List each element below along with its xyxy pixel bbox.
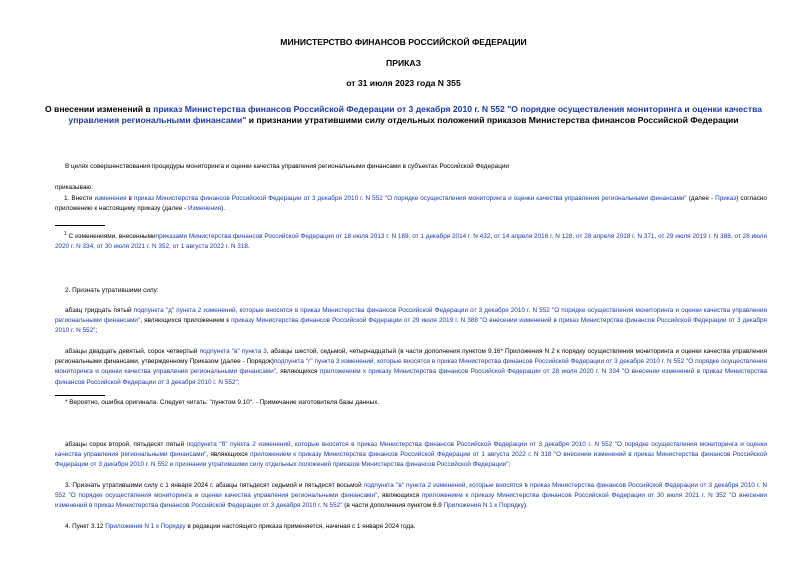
order-short-link[interactable]: Приказ xyxy=(715,195,737,202)
item-4-paragraph: 4. Пункт 3.12 Приложения N 1 к Порядку в редакции настоящего приказа применяется, начиная с 1 января 2024 года. xyxy=(65,523,416,530)
appendix-1-link[interactable]: Приложения N 1 к Порядку xyxy=(443,502,524,510)
item-1-paragraph: 1. Внести изменения в приказ Министерства финансов Российской Федерации от 3 декабря 2010 г. N 552 "О порядке осуществления мониторинга и оценки качества управления региональными финансами" (далее - Приказ) согласно приложению к настоящему приказу (далее - Изменения). xyxy=(55,195,767,213)
item-2-heading: 2. Признать утратившими силу: xyxy=(65,287,159,294)
item-3-paragraph: 3. Признать утратившими силу с 1 января 2024 г. абзацы пятьдесят седьмой и пятьдесят восьмой подпункта "в" пункта 2 изменений, которые вносятся в приказ Министерства финансов Российской Федерации от 3 декабря 2010 г. N 552 "О порядке осуществления мониторинга и оценки качества управления региональными финансами", являющихся приложением к приказу Министерства финансов Российской Федерации от 30 июля 2021 г. N 352 "О внесении изменений в приказ Министерства финансов Российской Федерации от 3 декабря 2010 г. N 552" (в части дополнения пунктом 6.9 Приложения N 1 к Порядку). xyxy=(55,482,767,510)
order-318-link[interactable]: приложением к приказу Министерства финансов Российской Федерации от 1 августа 2022 г. N 318 "О внесении изменений в приказ Министерства финансов Российской Федерации от 3 декабря 2010 г. N 552 и признании утратившими силу отдельных положений приказов Министерства финансов Российской Федерации" xyxy=(55,451,767,469)
order-word: приказываю: xyxy=(55,184,93,191)
amending-orders-link[interactable]: приказами Министерства финансов Российской Федерации от 18 июля 2013 г. N 189, от 1 декабря 2014 г. N 432, от 14 апреля 2016 г. N 128, от 28 апреля 2018 г. N 371, от 29 июля 2019 г. N 388, от 28 июля 2020 г. N 334, от 30 июля 2021 г. N 352, от 1 августа 2022 г. N 318 xyxy=(55,233,767,251)
subparagraph-b-link[interactable]: подпункта "б" пункта 2 изменений, которые вносятся в приказ Министерства финансов Российской Федерации от 3 декабря 2010 г. N 552 "О порядке осуществления мониторинга и оценки качества управления региональными финансами" xyxy=(55,441,767,459)
date-number-heading: от 31 июля 2023 года N 355 xyxy=(346,78,461,88)
changes-link[interactable]: изменения xyxy=(94,195,127,202)
order-334-link[interactable]: приложением к приказу Министерства финансов Российской Федерации от 28 июля 2020 г. N 334 "О внесении изменений в приказ Министерства финансов Российской Федерации от 3 декабря 2010 г. N 552" xyxy=(55,368,767,386)
footnote-divider xyxy=(55,225,105,226)
changes-short-link[interactable]: Изменения xyxy=(188,205,222,213)
subparagraph-v-2-link[interactable]: подпункта "в" пункта 2 изменений, которые вносятся в приказ Министерства финансов Российской Федерации от 3 декабря 2010 г. N 552 "О порядке осуществления мониторинга и оценки качества управления региональными финансами" xyxy=(55,482,767,500)
item-2-paragraph-1: абзац тридцать пятый подпункта "д" пункта 2 изменений, которые вносятся в приказ Министерства финансов Российской Федерации от 3 декабря 2010 г. N 552 "О порядке осуществления мониторинга и оценки качества управления региональными финансами", являющихся приложением к приказу Министерства финансов Российской Федерации от 29 июля 2019 г. N 388 "О внесении изменений в приказ Министерства финансов Российской Федерации от 3 декабря 2010 г. N 552"; xyxy=(55,307,767,335)
document-title: О внесении изменений в приказ Министерства финансов Российской Федерации от 3 декабря 2010 г. N 552 "О порядке осуществления мониторинга и оценки качества управления региональными финансами" и признании утратившими силу отдельных положений приказов Министерства финансов Российской Федерации xyxy=(44,104,763,125)
intro-paragraph: В целях совершенствования процедуры мониторинга и оценки качества управления региональными финансами в субъектах Российской Федерации xyxy=(65,163,509,170)
doc-type-heading: ПРИКАЗ xyxy=(386,58,421,68)
item-2-paragraph-3: абзацы сорок второй, пятьдесят пятый подпункта "б" пункта 2 изменений, которые вносятся в приказ Министерства финансов Российской Федерации от 3 декабря 2010 г. N 552 "О порядке осуществления мониторинга и оценки качества управления региональными финансами", являющихся приложением к приказу Министерства финансов Российской Федерации от 1 августа 2022 г. N 318 "О внесении изменений в приказ Министерства финансов Российской Федерации от 3 декабря 2010 г. N 552 и признании утратившими силу отдельных положений приказов Министерства финансов Российской Федерации"; xyxy=(55,441,767,469)
item-2-paragraph-2: абзацы двадцать девятый, сорок четвертый подпункта "в" пункта 3, абзацы шестой, седьмой, четырнадцатый (в части дополнения пунктом 9.16* Приложения N 2 к порядку осуществления мониторинга и оценки качества управления региональными финансами, утвержденному Приказом (далее - Порядок)подпункта "г" пункта 3 изменений, которые вносятся в приказ Министерства финансов Российской Федерации от 3 декабря 2010 г. N 552 "О порядке осуществления мониторинга и оценки качества управления региональными финансами", являющихся приложением к приказу Министерства финансов Российской Федерации от 28 июля 2020 г. N 334 "О внесении изменений в приказ Министерства финансов Российской Федерации от 3 декабря 2010 г. N 552"; xyxy=(55,348,767,386)
title-link[interactable]: приказ Министерства финансов Российской Федерации от 3 декабря 2010 г. N 552 "О порядке осуществления мониторинга и оценки качества управления региональными финансами" xyxy=(68,104,763,125)
subparagraph-g-link[interactable]: подпункта "г" пункта 3 изменений, которые вносятся в приказ Министерства финансов Российской Федерации от 3 декабря 2010 г. N 552 "О порядке осуществления мониторинга и оценки качества управления региональными финансами" xyxy=(55,358,767,376)
footnote-divider-2 xyxy=(55,395,105,396)
order-388-link[interactable]: приказу Министерства финансов Российской Федерации от 29 июля 2019 г. N 388 "О внесении изменений в приказ Министерства финансов Российской Федерации от 3 декабря 2010 г. N 552" xyxy=(55,317,767,335)
subparagraph-v-link[interactable]: подпункта "в" пункта 3 xyxy=(199,348,267,355)
ministry-heading: МИНИСТЕРСТВО ФИНАНСОВ РОССИЙСКОЙ ФЕДЕРАЦИИ xyxy=(280,37,527,47)
appendix-1-link-2[interactable]: Приложения N 1 к Порядку xyxy=(105,523,186,530)
order-352-link[interactable]: приложением к приказу Министерства финансов Российской Федерации от 30 июля 2021 г. N 352 "О внесении изменений в приказ Министерства финансов Российской Федерации от 3 декабря 2010 г. N 552" xyxy=(55,492,767,510)
subparagraph-d-link[interactable]: подпункта "д" пункта 2 изменений, которые вносятся в приказ Министерства финансов Российской Федерации от 3 декабря 2010 г. N 552 "О порядке осуществления мониторинга и оценки качества управления региональными финансами" xyxy=(55,307,767,325)
footnote-1: $^1$ С изменениями, внесеннымиприказами Министерства финансов Российской Федерации от 18 июля 2013 г. N 189, от 1 декабря 2014 г. N 432, от 14 апреля 2016 г. N 128, от 28 апреля 2018 г. N 371, от 29 июля 2019 г. N 388, от 28 июля 2020 г. N 334, от 30 июля 2021 г. N 352, от 1 августа 2022 г. N 318. xyxy=(55,231,767,251)
order-552-link[interactable]: приказ Министерства финансов Российской Федерации от 3 декабря 2010 г. N 552 "О порядке осуществления мониторинга и оценки качества управления региональными финансами" xyxy=(133,195,687,202)
footnote-2: * Вероятно, ошибка оригинала. Следует читать: "пунктом 9.10". - Примечание изготовителя базы данных. xyxy=(65,399,380,406)
